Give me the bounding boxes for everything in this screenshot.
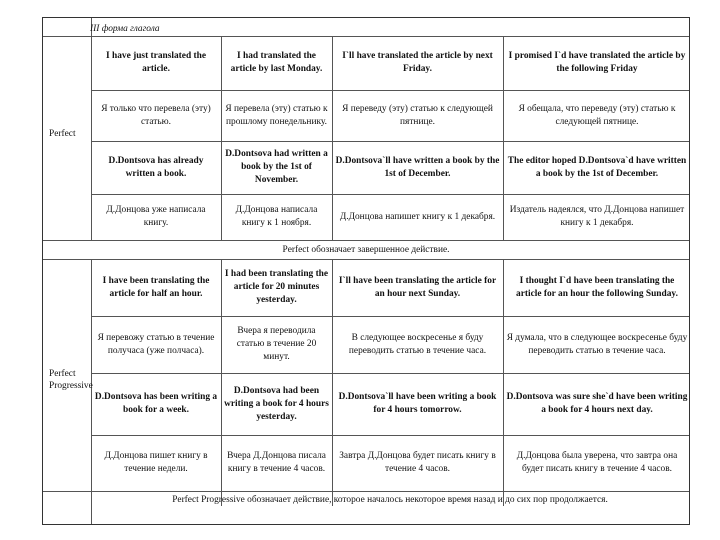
perfect-progressive-label: Perfect Progressive xyxy=(49,369,93,391)
progressive-section-bottom xyxy=(43,491,689,492)
perfect-cell: I have just translated the article. xyxy=(106,51,206,74)
perfect-cell: I had translated the article by last Monday. xyxy=(230,51,323,74)
progressive-cell: Я перевожу статью в течение получаса (уже полчаса). xyxy=(97,332,215,356)
progressive-cell: Вчера я переводила статью в течение 20 минут. xyxy=(236,326,317,362)
perfect-cell: Д.Донцова напишет книгу к 1 декабря. xyxy=(339,211,496,222)
perfect-cell: I`ll have translated the article by next Friday. xyxy=(342,51,493,74)
progressive-cell: В следующее воскресенье я буду переводить статью в течение часа. xyxy=(348,332,487,356)
perfect-section-bottom xyxy=(43,240,689,241)
progressive-cell: Я думала, что в следующее воскресенье буду переводить статью в течение часа. xyxy=(506,332,688,356)
perfect-cell: Д.Донцова написала книгу к 1 ноября. xyxy=(235,205,318,228)
progressive-cell: I have been translating the article for half an hour. xyxy=(102,275,210,299)
progressive-cell: I had been translating the article for 20 minutes yesterday. xyxy=(224,269,329,305)
perfect-cell: Издатель надеялся, что Д.Донцова напишет книгу к 1 декабря. xyxy=(509,205,685,228)
progressive-cell: D.Dontsova was sure she`d have been writing a book for 4 hours next day. xyxy=(506,392,688,415)
perfect-label: Perfect xyxy=(49,129,76,139)
progressive-note: Perfect Progressive обозначает действие, которое началось некоторое время назад и до сих пор продолжается. xyxy=(172,495,608,505)
progressive-cell: Вчера Д.Донцова писала книгу в течение 4 часов. xyxy=(227,451,326,474)
perfect-cell: D.Dontsova has already written a book. xyxy=(108,155,204,179)
perfect-cell: Я только что перевела (эту) статью. xyxy=(101,103,211,127)
progressive-cell: D.Dontsova has been writing a book for a week. xyxy=(94,392,218,415)
progressive-cell: Завтра Д.Донцова будет писать книгу в течение 4 часов. xyxy=(339,451,496,474)
perfect-cell: Я обещала, что переведу (эту) статью к следующей пятнице. xyxy=(518,103,676,127)
grammar-table xyxy=(42,17,690,525)
perfect-cell: D.Dontsova`ll have written a book by the 1st of December. xyxy=(335,155,500,179)
perfect-cell: D.Dontsova had written a book by the 1st of November. xyxy=(225,149,328,185)
perfect-cell: Д.Донцова уже написала книгу. xyxy=(106,205,206,228)
progressive-cell: D.Dontsova`ll have been writing a book for 4 hours tomorrow. xyxy=(338,392,497,415)
perfect-cell: Я переведу (эту) статью к следующей пятнице. xyxy=(342,103,493,127)
progressive-cell: Д.Донцова пишет книгу в течение недели. xyxy=(104,451,208,474)
progressive-cell: Д.Донцова была уверена, что завтра она будет писать книгу в течение 4 часов. xyxy=(516,451,678,474)
perfect-cell: The editor hoped D.Dontsova`d have written a book by the 1st of December. xyxy=(507,155,687,179)
table-header: III форма глагола xyxy=(90,24,160,34)
perfect-cell: I promised I`d have translated the article by the following Friday xyxy=(508,51,686,74)
progressive-cell: I`ll have been translating the article for an hour next Sunday. xyxy=(338,275,497,299)
progressive-cell: D.Dontsova had been writing a book for 4 hours yesterday. xyxy=(224,385,329,422)
perfect-cell: Я перевела (эту) статью к прошлому понедельнику. xyxy=(225,103,328,127)
progressive-cell: I thought I`d have been translating the article for an hour the following Sunday. xyxy=(516,275,678,299)
perfect-note: Perfect обозначает завершенное действие. xyxy=(282,245,450,255)
